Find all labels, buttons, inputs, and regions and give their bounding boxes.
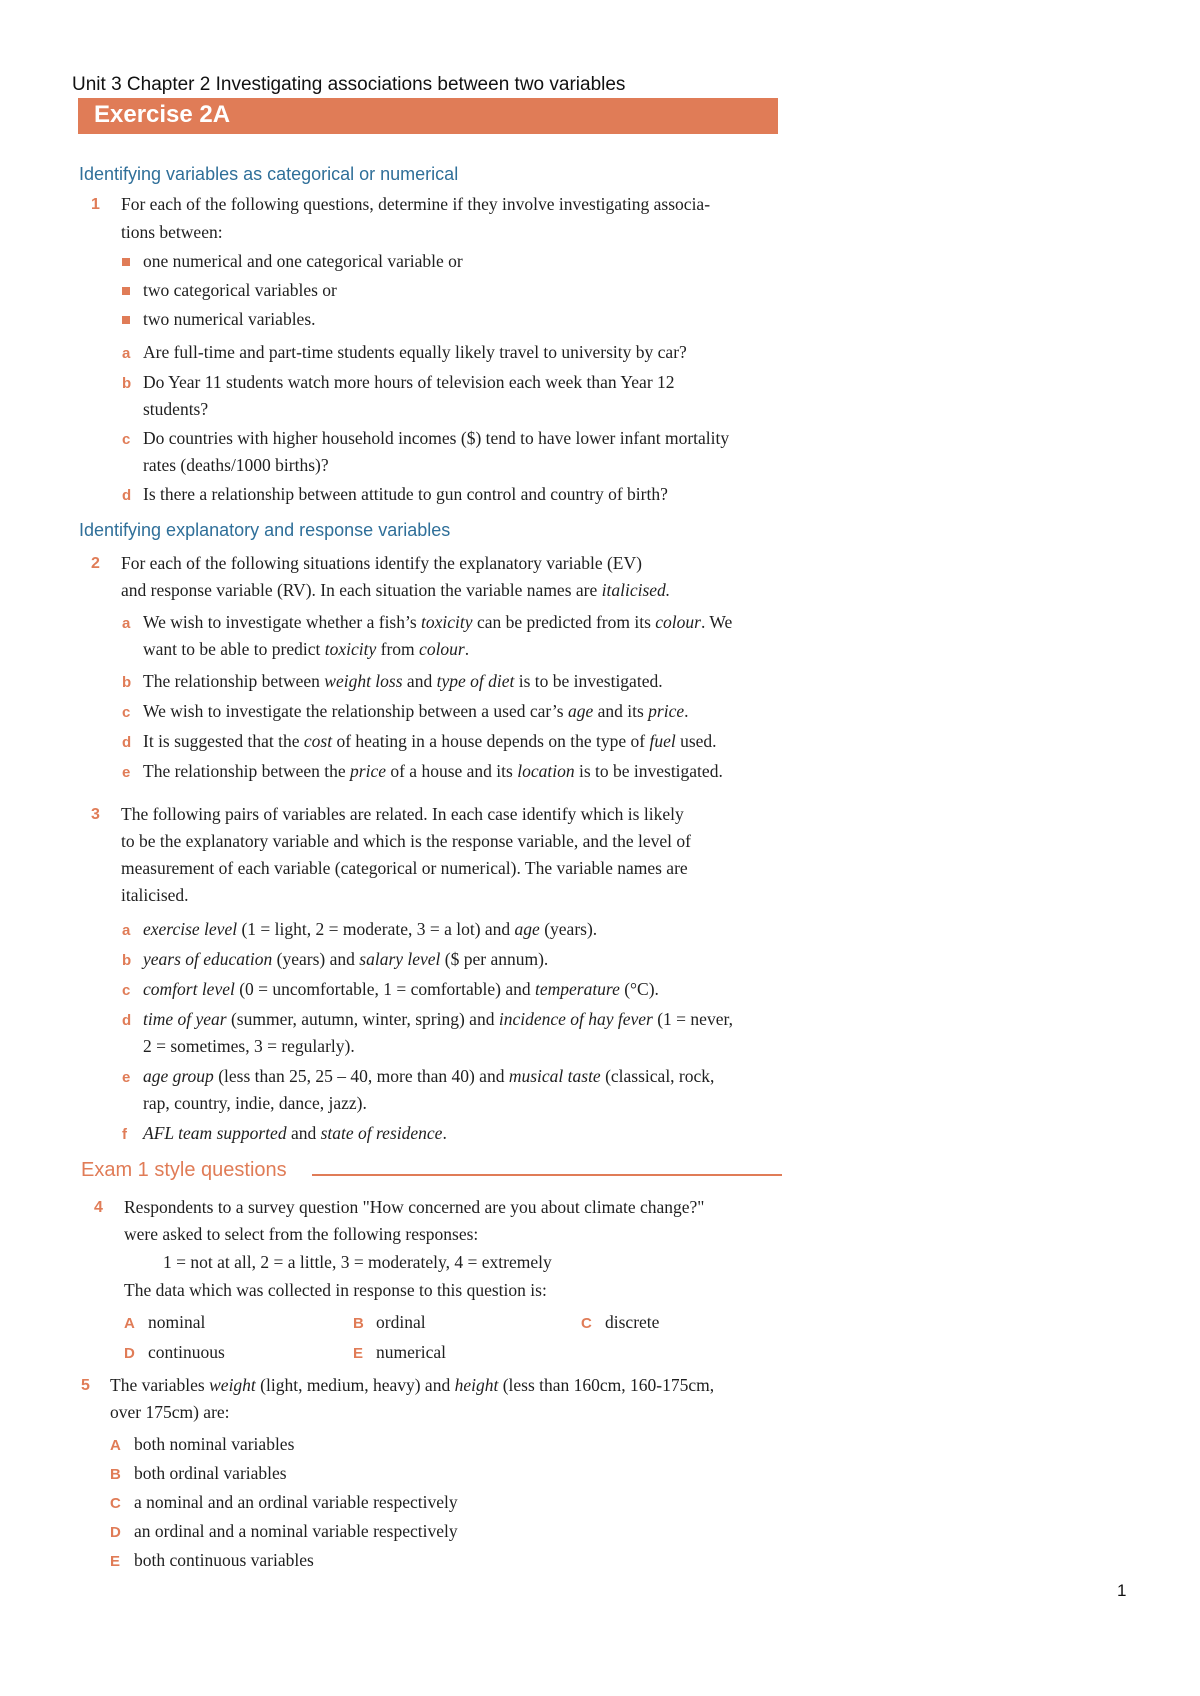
q2-part-a-line1: We wish to investigate whether a fish’s toxicity can be predicted from its colour. We (143, 612, 733, 632)
question-number-3: 3 (91, 806, 100, 823)
q2-part-d: It is suggested that the cost of heating in a house depends on the type of fuel used. (143, 731, 717, 751)
q3-stem-line1: The following pairs of variables are related. In each case identify which is likely (121, 804, 684, 824)
q1-label-d: d (122, 487, 132, 504)
q5-option-a: both nominal variables (134, 1434, 295, 1454)
page-number: 1 (1117, 1581, 1127, 1600)
q4-option-label-e: E (353, 1345, 364, 1362)
q4-option-d: continuous (148, 1342, 225, 1362)
q4-option-label-a: A (124, 1315, 135, 1332)
section-title-categorical-numerical: Identifying variables as categorical or numerical (79, 164, 459, 184)
bullet-icon (122, 287, 130, 295)
bullet-icon (122, 258, 130, 266)
q4-option-b: ordinal (376, 1312, 426, 1332)
q2-label-d: d (122, 734, 132, 751)
q1-stem-line2: tions between: (121, 222, 223, 242)
q3-label-a: a (122, 922, 131, 939)
question-number-4: 4 (94, 1199, 103, 1216)
q1-label-b: b (122, 375, 132, 392)
q1-stem-line1: For each of the following questions, determine if they involve investigating associa- (121, 194, 711, 214)
q3-stem-line4: italicised. (121, 885, 189, 905)
q2-label-a: a (122, 615, 131, 632)
q1-bullet-1: one numerical and one categorical variable or (143, 251, 463, 271)
q1-part-b-line2: students? (143, 399, 209, 419)
q3-part-e-line1: age group (less than 25, 25 – 40, more than 40) and musical taste (classical, rock, (143, 1066, 715, 1086)
question-number-5: 5 (81, 1377, 90, 1394)
page-header: Unit 3 Chapter 2 Investigating associations between two variables (72, 74, 626, 95)
bullet-icon (122, 316, 130, 324)
q2-stem-line2: and response variable (RV). In each situation the variable names are italicised. (121, 580, 671, 600)
section-title-exam-style: Exam 1 style questions (81, 1159, 287, 1181)
q3-label-c: c (122, 982, 131, 999)
exercise-title: Exercise 2A (94, 101, 231, 128)
q4-stem-line1: Respondents to a survey question "How concerned are you about climate change?" (124, 1197, 705, 1217)
q5-option-label-b: B (110, 1466, 121, 1483)
section-rule (312, 1174, 782, 1176)
q4-stem-line3: The data which was collected in response to this question is: (124, 1280, 547, 1300)
q5-option-b: both ordinal variables (134, 1463, 287, 1483)
q4-option-e: numerical (376, 1342, 446, 1362)
section-title-explanatory-response: Identifying explanatory and response variables (79, 520, 451, 540)
q1-part-c-line2: rates (deaths/1000 births)? (143, 455, 329, 475)
q1-label-c: c (122, 431, 131, 448)
q3-part-f: AFL team supported and state of residence. (143, 1123, 447, 1143)
q4-option-label-d: D (124, 1345, 135, 1362)
q3-part-e-line2: rap, country, indie, dance, jazz). (143, 1093, 367, 1113)
q3-part-d-line1: time of year (summer, autumn, winter, spring) and incidence of hay fever (1 = never, (143, 1009, 733, 1029)
q2-stem-line1: For each of the following situations identify the explanatory variable (EV) (121, 553, 642, 573)
q5-option-e: both continuous variables (134, 1550, 314, 1570)
q5-option-d: an ordinal and a nominal variable respectively (134, 1521, 458, 1541)
q3-label-b: b (122, 952, 132, 969)
q3-label-f: f (122, 1126, 127, 1143)
question-number-1: 1 (91, 196, 100, 213)
q3-part-b: years of education (years) and salary level ($ per annum). (143, 949, 549, 969)
q1-part-c-line1: Do countries with higher household incomes ($) tend to have lower infant mortality (143, 428, 730, 448)
q3-part-d-line2: 2 = sometimes, 3 = regularly). (143, 1036, 355, 1056)
q2-label-c: c (122, 704, 131, 721)
q3-stem-line2: to be the explanatory variable and which is the response variable, and the level of (121, 831, 691, 851)
q5-option-label-d: D (110, 1524, 121, 1541)
q4-scale: 1 = not at all, 2 = a little, 3 = moderately, 4 = extremely (163, 1252, 552, 1272)
q2-part-a-line2: want to be able to predict toxicity from colour. (143, 639, 470, 659)
q5-option-label-a: A (110, 1437, 121, 1454)
q4-option-c: discrete (605, 1312, 660, 1332)
q1-part-d: Is there a relationship between attitude to gun control and country of birth? (143, 484, 668, 504)
q5-option-c: a nominal and an ordinal variable respectively (134, 1492, 458, 1512)
q1-part-a: Are full-time and part-time students equally likely travel to university by car? (143, 342, 687, 362)
q3-part-c: comfort level (0 = uncomfortable, 1 = comfortable) and temperature (°C). (143, 979, 659, 999)
q3-label-e: e (122, 1069, 131, 1086)
q4-stem-line2: were asked to select from the following responses: (124, 1224, 479, 1244)
q4-option-label-b: B (353, 1315, 364, 1332)
q5-stem-line2: over 175cm) are: (110, 1402, 230, 1422)
q2-part-c: We wish to investigate the relationship between a used car’s age and its price. (143, 701, 689, 721)
q3-part-a: exercise level (1 = light, 2 = moderate, 3 = a lot) and age (years). (143, 919, 598, 939)
q3-label-d: d (122, 1012, 132, 1029)
q5-stem-line1: The variables weight (light, medium, heavy) and height (less than 160cm, 160-175cm, (110, 1375, 715, 1395)
q2-label-e: e (122, 764, 131, 781)
q1-bullet-3: two numerical variables. (143, 309, 316, 329)
q4-option-a: nominal (148, 1312, 206, 1332)
q1-part-b-line1: Do Year 11 students watch more hours of television each week than Year 12 (143, 372, 675, 392)
q5-option-label-e: E (110, 1553, 121, 1570)
q2-part-e: The relationship between the price of a house and its location is to be investigated. (143, 761, 723, 781)
q2-label-b: b (122, 674, 132, 691)
q3-stem-line3: measurement of each variable (categorical or numerical). The variable names are (121, 858, 688, 878)
question-number-2: 2 (91, 555, 100, 572)
q1-label-a: a (122, 345, 131, 362)
q2-part-b: The relationship between weight loss and type of diet is to be investigated. (143, 671, 663, 691)
q5-option-label-c: C (110, 1495, 121, 1512)
q4-option-label-c: C (581, 1315, 592, 1332)
q1-bullet-2: two categorical variables or (143, 280, 337, 300)
